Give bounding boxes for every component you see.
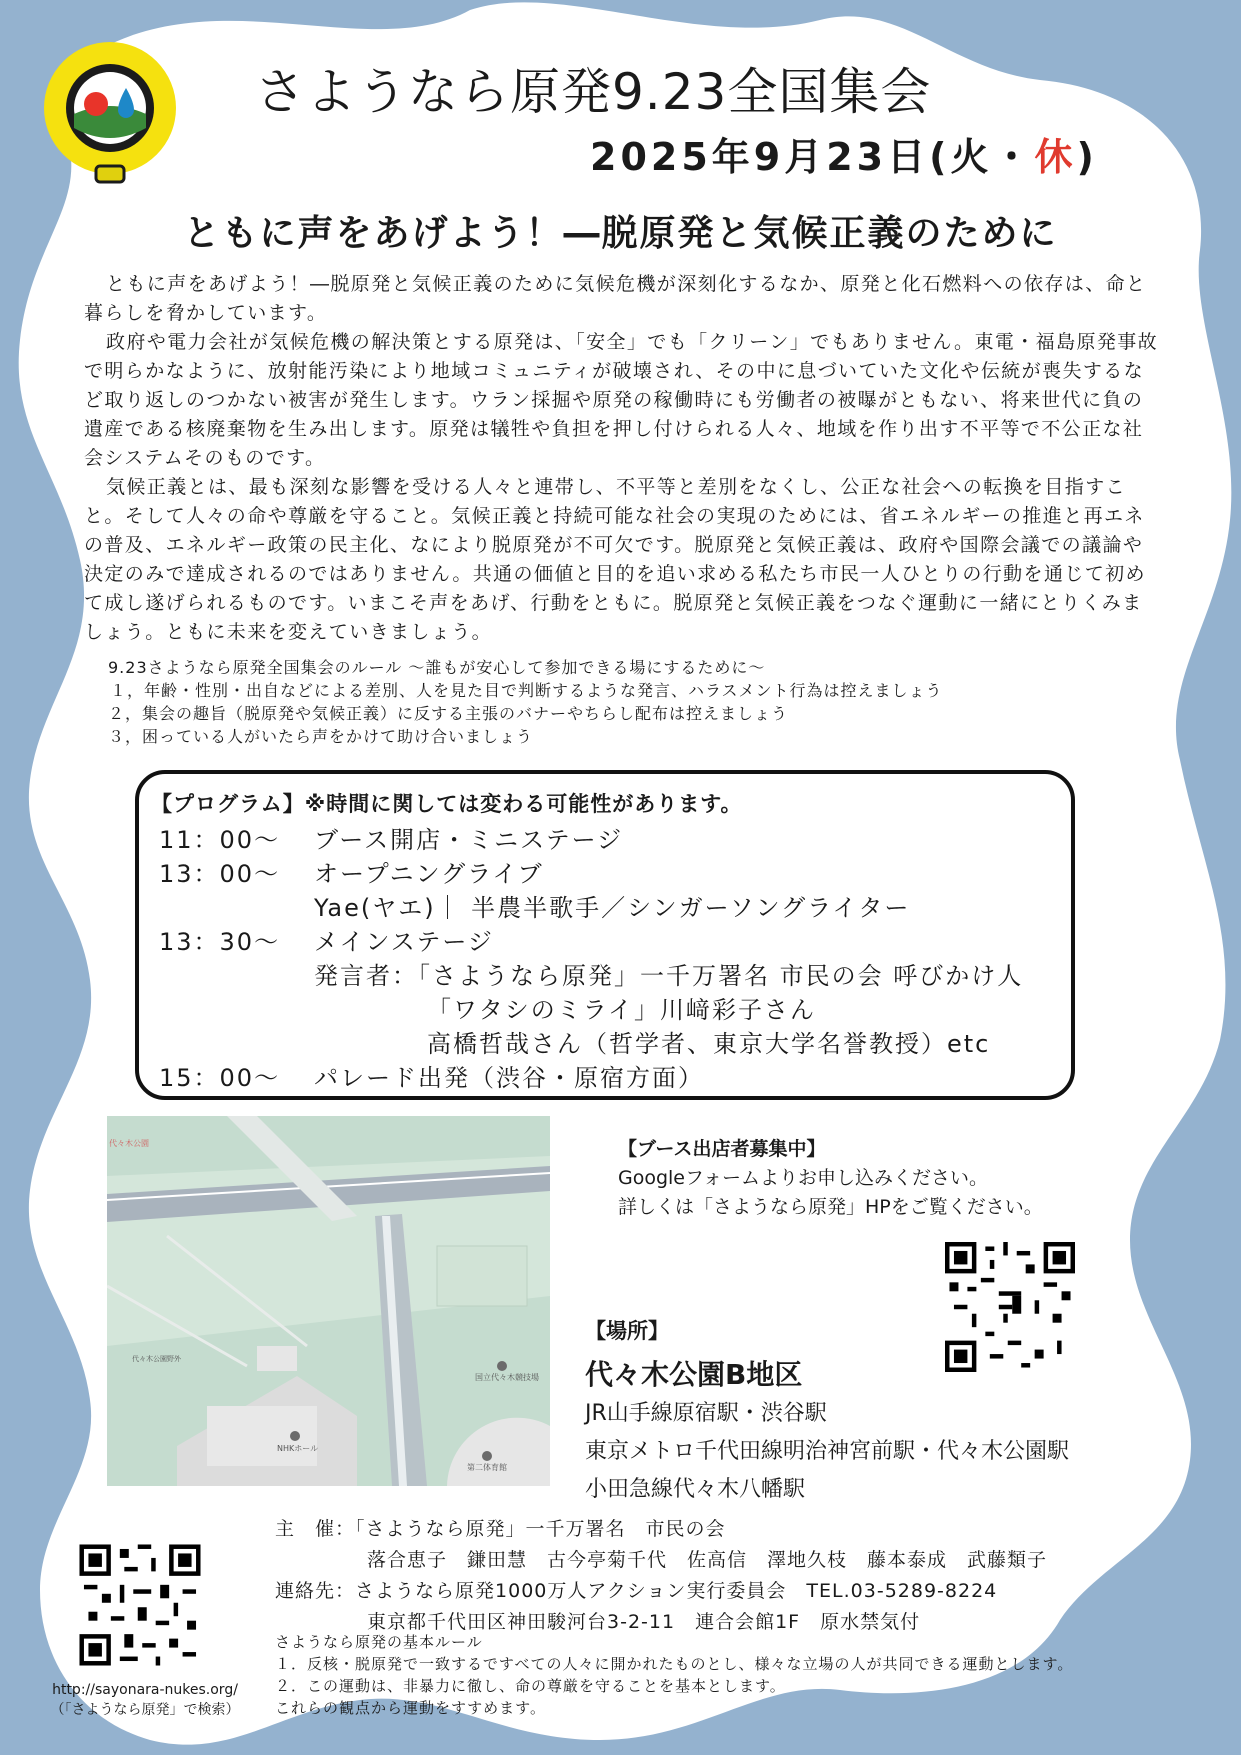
- no-nukes-logo: [30, 38, 190, 188]
- program-item: ブース開店・ミニステージ: [314, 826, 624, 854]
- venue-heading: 【場所】: [585, 1319, 669, 1343]
- map-label: NHKホール: [277, 1444, 319, 1453]
- program-item: 「ワタシのミライ」川﨑彩子さん: [427, 996, 817, 1024]
- map-graphic: [107, 1116, 550, 1486]
- website-url[interactable]: http://sayonara-nukes.org/: [52, 1682, 238, 1698]
- venue-station: 東京メトロ千代田線明治神宮前駅・代々木公園駅: [585, 1439, 1070, 1464]
- venue-name: 代々木公園B地区: [585, 1358, 803, 1391]
- program-time: 13：00～: [159, 860, 281, 888]
- program-item: オープニングライブ: [314, 860, 544, 888]
- program-item: パレード出発（渋谷・原宿方面）: [314, 1064, 704, 1092]
- basic-rule-item: １．反核・脱原発で一致するですべての人々に開かれたものとし、様々な立場の人が共同できる運動とします。: [275, 1655, 1074, 1673]
- program-item: Yae(ヤエ)｜ 半農半歌手／シンガーソングライター: [314, 894, 911, 922]
- rule-item: ３，困っている人がいたら声をかけて助け合いましょう: [108, 727, 534, 746]
- date-close: ): [1076, 135, 1098, 179]
- rule-item: ２，集会の趣旨（脱原発や気候正義）に反する主張のバナーやちらし配布は控えましょう: [108, 704, 789, 723]
- program-item: 発言者：「さようなら原発」一千万署名 市民の会 呼びかけ人: [314, 962, 1024, 990]
- map-label: 国立代々木競技場: [475, 1373, 539, 1382]
- venue-station: 小田急線代々木八幡駅: [585, 1477, 806, 1502]
- basic-rules: [275, 1631, 1073, 1719]
- body-paragraph: 気候正義とは、最も深刻な影響を受ける人々と連帯し、不平等と差別をなくし、公正な社会への転換を目指すこと。そして人々の命や尊厳を守ること。気候正義と持続可能な社会の実現のためには、省エネルギーの推進と再エネの普及、エネルギー政策の民主化、なにより脱原発が不可欠です。脱原発と気候正義は、政府や国際会議での議論や決定のみで達成されるのではありません。共通の価値と目的を追い求める私たち市民一人ひとりの行動を通じて初めて成し遂げられるものです。いまこそ声をあげ、行動をともに。脱原発と気候正義をつなぐ運動に一緒にとりくみましょう。ともに未来を変えていきましょう。: [84, 476, 1146, 643]
- contact-info: さようなら原発1000万人アクション実行委員会 TEL.03-5289-8224: [355, 1580, 998, 1602]
- program-item: 高橋哲哉さん（哲学者、東京大学名誉教授）etc: [427, 1030, 991, 1058]
- rule-item: １，年齢・性別・出自などによる差別、人を見た目で判断するような発言、ハラスメント行為は控えましょう: [110, 681, 943, 700]
- venue-info: [585, 1315, 1069, 1507]
- program-item: メインステージ: [314, 928, 494, 956]
- map-label: 代々木公園野外: [132, 1355, 181, 1363]
- event-title: さようなら原発9.23全国集会: [255, 63, 932, 121]
- event-date: [590, 126, 1098, 181]
- website-info: [30, 1680, 260, 1720]
- program-heading: 【プログラム】※時間に関しては変わる可能性があります。: [151, 792, 743, 816]
- body-paragraph: ともに声をあげよう！―脱原発と気候正義のために気候危機が深刻化するなか、原発と化石燃料への依存は、命と暮らしを脅かしています。: [84, 273, 1147, 324]
- contact-address: 東京都千代田区神田駿河台3-2-11 連合会館1F 原水禁気付: [367, 1611, 921, 1633]
- program-time: 15：00～: [159, 1064, 281, 1092]
- booth-heading: 【ブース出店者募集中】: [618, 1138, 826, 1160]
- host-label: 主 催：: [275, 1518, 356, 1540]
- host-members: 落合恵子 鎌田慧 古今亭菊千代 佐高信 澤地久枝 藤本泰成 武藤類子: [367, 1549, 1048, 1571]
- organizer-info: [275, 1514, 1047, 1638]
- basic-rules-title: さようなら原発の基本ルール: [275, 1633, 483, 1651]
- program-time: 13：30～: [159, 928, 281, 956]
- venue-map[interactable]: [107, 1116, 550, 1486]
- host-name: 「さようなら原発」一千万署名 市民の会: [355, 1518, 726, 1540]
- map-label: 代々木公園: [109, 1139, 149, 1148]
- booth-recruitment: [618, 1135, 1043, 1222]
- map-label: 第二体育館: [467, 1463, 507, 1472]
- event-rules: [108, 656, 943, 748]
- headline: ともに声をあげよう！―脱原発と気候正義のために: [183, 213, 1058, 254]
- basic-rule-item: これらの観点から運動をすすめます。: [275, 1699, 546, 1717]
- booth-line: Googleフォームよりお申し込みください。: [618, 1167, 989, 1189]
- program-time: 11：00～: [159, 826, 281, 854]
- date-holiday: 休: [1034, 135, 1077, 179]
- body-paragraph: 政府や電力会社が気候危機の解決策とする原発は、「安全」でも「クリーン」でもありません。東電・福島原発事故で明らかなように、放射能汚染により地域コミュニティが破壊され、その中に息づいていた文化や伝統が喪失するなど取り返しのつかない被害が発生します。ウラン採掘や原発の稼働時にも労働者の被曝がともない、将来世代に負の遺産である核廃棄物を生み出します。原発は犠牲や負担を押し付けられる人々、地域を作り出す不平等で不公正な社会システムそのものです。: [84, 331, 1159, 469]
- venue-station: JR山手線原宿駅・渋谷駅: [585, 1401, 827, 1426]
- website-qr-code[interactable]: [75, 1540, 205, 1670]
- body-text: [84, 270, 1160, 647]
- date-main: 2025年9月23日(火・: [590, 135, 1035, 179]
- rules-title: 9.23さようなら原発全国集会のルール ～誰もが安心して参加できる場にするために～: [108, 658, 766, 677]
- program-box: [135, 770, 1075, 1100]
- contact-label: 連絡先：: [275, 1580, 356, 1602]
- booth-line: 詳しくは「さようなら原発」HPをご覧ください。: [618, 1196, 1043, 1218]
- basic-rule-item: ２．この運動は、非暴力に徹し、命の尊厳を守ることを基本とします。: [275, 1677, 786, 1695]
- search-hint: （「さようなら原発」で検索）: [50, 1702, 240, 1718]
